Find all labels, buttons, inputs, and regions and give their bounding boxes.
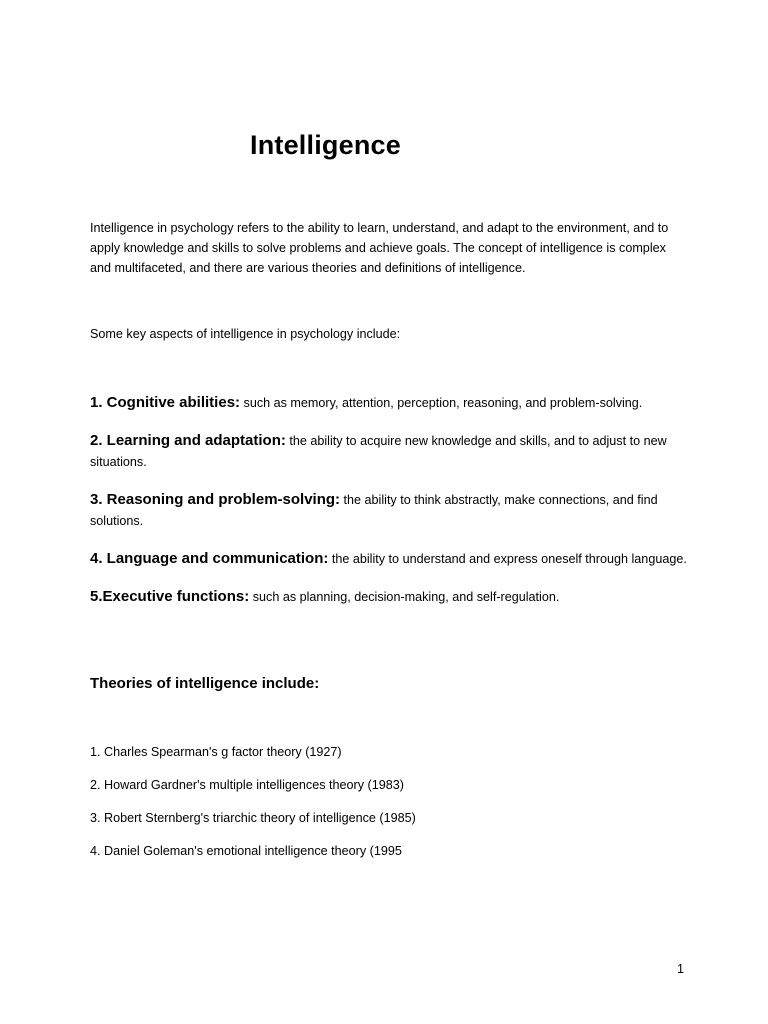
- aspect-text: the ability to acquire new knowledge and skills, and to adjust to new situations.: [90, 434, 667, 469]
- aspects-list: [90, 392, 690, 624]
- aspect-heading: 4. Language and communication:: [90, 550, 329, 567]
- aspect-text: the ability to understand and express oneself through language.: [328, 552, 687, 566]
- aspects-lead-text: Some key aspects of intelligence in psychology include:: [90, 327, 401, 341]
- aspect-heading: 1. Cognitive abilities:: [90, 394, 241, 411]
- document-title: Intelligence: [250, 130, 401, 160]
- aspect-item: [90, 392, 690, 414]
- aspect-heading: 5.Executive functions:: [90, 588, 250, 605]
- theory-item: 1. Charles Spearman's g factor theory (1927): [90, 745, 342, 759]
- theory-item: 4. Daniel Goleman's emotional intelligence theory (1995: [90, 844, 402, 858]
- aspect-item: [90, 548, 690, 570]
- theory-item: 2. Howard Gardner's multiple intelligences theory (1983): [90, 778, 404, 792]
- aspect-item: [90, 586, 690, 608]
- aspect-item: [90, 489, 690, 532]
- page-number: 1: [677, 962, 685, 976]
- aspect-text: the ability to think abstractly, make connections, and find solutions.: [90, 493, 658, 528]
- intro-paragraph: Intelligence in psychology refers to the ability to learn, understand, and adapt to the environment, and to apply knowledge and skills to solve problems and achieve goals. The concept of intelligence is complex and multifaceted, and there are various theories and definitions of intelligence.: [90, 221, 669, 275]
- theories-heading: Theories of intelligence include:: [90, 675, 320, 692]
- aspect-heading: 2. Learning and adaptation:: [90, 432, 286, 449]
- theory-item: 3. Robert Sternberg's triarchic theory of intelligence (1985): [90, 811, 416, 825]
- theories-list: [90, 742, 416, 874]
- aspect-heading: 3. Reasoning and problem-solving:: [90, 491, 341, 508]
- aspect-text: such as memory, attention, perception, reasoning, and problem-solving.: [240, 396, 643, 410]
- aspect-text: such as planning, decision-making, and self-regulation.: [249, 590, 560, 604]
- aspect-item: [90, 430, 690, 473]
